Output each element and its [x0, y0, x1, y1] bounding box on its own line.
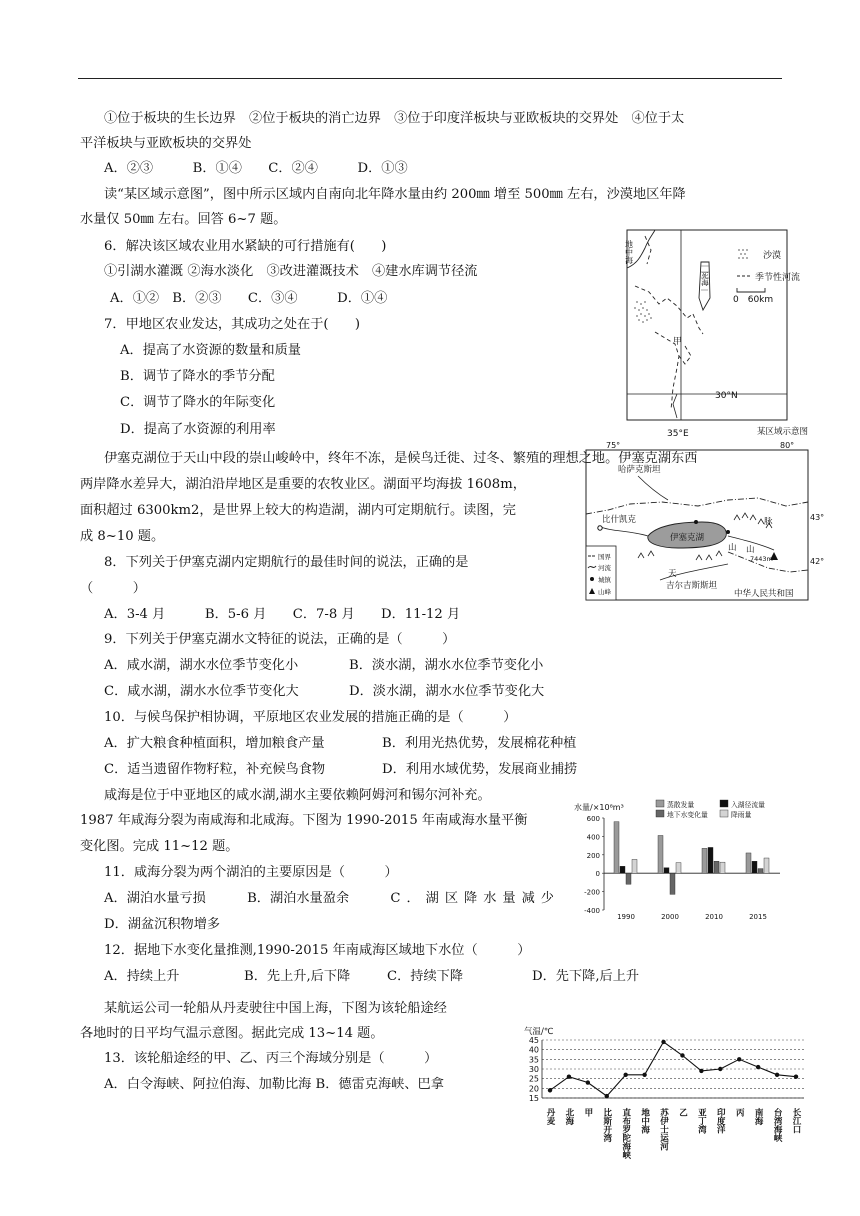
bar-chart-legend [656, 800, 765, 819]
q13-options: A．白令海峡、阿拉伯海、加勒比海 B．德雷克海峡、巴拿 [104, 1077, 444, 1092]
line-chart-ytick: 30 [528, 1065, 539, 1074]
intro-11-12-line1: 咸海是位于中亚地区的咸水湖,湖水主要依赖阿姆河和锡尔河补充。 [104, 788, 491, 803]
bar-chart-ytick: -200 [584, 888, 600, 897]
bar-0-2 [702, 848, 707, 873]
bar-2-1 [670, 873, 675, 894]
dead-sea-label: 死海 [701, 272, 709, 286]
city-icon [590, 577, 594, 581]
bar-3-0 [632, 859, 637, 873]
aral-water-balance-chart [570, 798, 790, 920]
map1-caption: 某区域示意图 [757, 427, 809, 437]
legend-border-label: 国界 [598, 553, 611, 561]
q9-option-d: D．淡水湖，湖水水位季节变化大 [349, 684, 545, 699]
lake-label: 伊塞克湖 [670, 533, 705, 543]
q9-option-c: C．咸水湖，湖水水位季节变化大 [104, 684, 299, 699]
line-chart-category-label: 北海 [563, 1108, 574, 1125]
q6-choices: A．①② B．②③ C．③④ D．①④ [110, 291, 388, 306]
intro-8-10-line3: 面积超过 6300km2，是世界上较大的构造湖，湖内可定期航行。读图，完 [80, 503, 516, 518]
q11-option-a: A．湖泊水量亏损 [104, 891, 206, 906]
bar-2-0 [626, 873, 631, 884]
line-chart-category-label: 南海 [753, 1108, 764, 1125]
q6-stem: 6．解决该区域农业用水紧缺的可行措施有( ) [104, 239, 387, 254]
line-chart-ytick: 40 [528, 1045, 539, 1055]
line-chart-ytick: 35 [528, 1055, 539, 1065]
temperature-point [680, 1053, 684, 1057]
q8-choices: A．3-4 月 B．5-6 月 C．7-8 月 D．11-12 月 [104, 607, 461, 622]
q7-option-a: A．提高了水资源的数量和质量 [120, 343, 301, 358]
header-rule [78, 78, 782, 79]
line-chart-ytick: 20 [528, 1084, 539, 1094]
scale-label: 0 60km [733, 295, 774, 305]
temperature-point [661, 1040, 665, 1044]
legend-label: 地下水变化量 [667, 811, 708, 819]
intro-11-12-line3: 变化图。完成 11~12 题。 [80, 839, 239, 854]
line-chart-category-label: 直布罗陀海峡 [620, 1108, 631, 1159]
legend-swatch [656, 800, 664, 807]
kyrgyz-label: 吉尔吉斯斯坦 [666, 581, 718, 591]
q9-option-a: A．咸水湖，湖水水位季节变化小 [104, 658, 299, 673]
bar-chart-ylabel: 水量/×10⁸m³ [574, 803, 624, 812]
bar-1-3 [752, 861, 757, 873]
china-label: 中华人民共和国 [734, 589, 794, 599]
line-chart-category-label: 丹麦 [545, 1108, 555, 1125]
bishkek-label: 比什凯克 [602, 515, 637, 525]
q11-option-b: B．湖泊水量盈余 [247, 891, 350, 906]
intro-8-10-line2: 两岸降水差异大，湖泊沿岸地区是重要的农牧业区。湖面平均海拔 1608m， [80, 477, 526, 492]
bar-1-2 [708, 847, 713, 873]
q7-option-b: B．调节了降水的季节分配 [120, 369, 275, 384]
desert-legend-icon [738, 249, 748, 259]
line-chart-category-label: 台湾海峡 [772, 1108, 783, 1142]
line-chart-category-label: 乙 [677, 1108, 688, 1117]
jia-label: 甲 [673, 337, 683, 347]
bar-1-0 [620, 866, 625, 873]
q11-stem: 11．咸海分裂为两个湖泊的主要原因是（ ） [104, 865, 398, 880]
intro-13-14-line1: 某航运公司一轮船从丹麦驶往中国上海，下图为该轮船途经 [104, 1001, 447, 1016]
q5-options-line2: 平洋板块与亚欧板块的交界处 [80, 136, 252, 151]
q11-options-row [104, 890, 560, 908]
legend-swatch [720, 800, 728, 807]
line-chart-category-label: 丙 [734, 1108, 745, 1117]
river-legend-label: 季节性河流 [755, 273, 801, 283]
temperature-point [567, 1075, 571, 1079]
q13-stem: 13．该轮船途经的甲、乙、丙三个海域分别是（ ） [104, 1051, 438, 1066]
bar-0-3 [746, 853, 751, 873]
bar-2-3 [758, 869, 763, 874]
q12-stem: 12．据地下水变化量推测,1990-2015 年南咸海区域地下水位（ ） [104, 943, 531, 958]
temperature-point [794, 1075, 798, 1079]
bar-chart-category-label: 2000 [661, 913, 679, 920]
temperature-point [586, 1080, 590, 1084]
q7-stem: 7．甲地区农业发达，其成功之处在于( ) [104, 317, 361, 332]
q10-stem: 10．与候鸟保护相协调，平原地区农业发展的措施正确的是（ ） [104, 710, 517, 725]
line-chart-ytick: 45 [528, 1036, 539, 1045]
intro-11-12-line2: 1987 年咸海分裂为南咸海和北咸海。下图为 1990-2015 年南咸海水量平衡 [80, 813, 528, 828]
q12-option-a: A．持续上升 [104, 969, 180, 984]
bar-3-3 [764, 858, 769, 873]
line-chart-category-label: 苏伊士运河 [658, 1108, 669, 1151]
bar-chart-ytick: 600 [586, 815, 600, 823]
q10-option-d: D．利用水域优势，发展商业捕捞 [382, 762, 578, 777]
temperature-point [605, 1094, 609, 1098]
line-chart-ytick: 15 [528, 1094, 539, 1103]
temperature-line-chart [514, 1022, 814, 1216]
line-chart-category-label: 地中海 [639, 1108, 650, 1134]
bar-chart-ytick: 200 [586, 851, 600, 860]
q10-option-b: B．利用光热优势，发展棉花种植 [382, 736, 577, 751]
intro-8-10-line1: 伊塞克湖位于天山中段的崇山峻岭中，终年不冻，是候鸟迁徙、过冬、繁殖的理想之地。伊塞克湖东西 [104, 451, 698, 466]
mountain-label-3: 山 [746, 545, 755, 555]
q7-option-c: C．调节了降水的年际变化 [120, 395, 276, 410]
line-chart-category-label: 比斯开湾 [601, 1108, 612, 1142]
q12-option-c: C．持续下降 [387, 969, 464, 984]
temperature-point [737, 1057, 741, 1061]
q12-option-b: B．先上升,后下降 [244, 969, 351, 984]
q5-choices: A．②③ B．①④ C．②④ D．①③ [104, 161, 408, 176]
line-chart-ylabel: 气温/℃ [524, 1027, 554, 1037]
q6-options: ①引湖水灌溉 ②海水淡化 ③改进灌溉技术 ④建水库调节径流 [104, 264, 478, 279]
q8-stem: 8．下列关于伊塞克湖内定期航行的最佳时间的说法，正确的是 [104, 555, 469, 570]
desert-legend-label: 沙漠 [763, 251, 782, 261]
mountain-label-1: 山 [728, 543, 737, 553]
temperature-point [548, 1088, 552, 1092]
legend-label: 入湖径流量 [731, 801, 765, 809]
mai-label: 脉 [764, 517, 773, 527]
q9-stem: 9．下列关于伊塞克湖水文特征的说法，正确的是（ ） [104, 632, 456, 647]
lon75-label: 75° [606, 441, 621, 450]
q5-options-line1: ①位于板块的生长边界 ②位于板块的消亡边界 ③位于印度洋板块与亚欧板块的交界处 ④位于太 [104, 111, 685, 126]
latitude-label: 30°N [715, 391, 738, 401]
temperature-point [718, 1067, 722, 1071]
bar-0-0 [614, 822, 619, 874]
bar-0-1 [658, 835, 663, 873]
temperature-point [756, 1065, 760, 1069]
legend-label: 降雨量 [731, 811, 752, 819]
lon80-label: 80° [780, 441, 795, 450]
q7-option-d: D．提高了水资源的利用率 [120, 422, 276, 437]
intro-6-7-line2: 水量仅 50㎜ 左右。回答 6~7 题。 [80, 212, 287, 227]
legend-river-label: 河流 [598, 564, 611, 572]
bar-chart-ytick: 0 [595, 870, 600, 879]
legend-city-label: 城镇 [598, 576, 611, 584]
q12-option-d: D．先下降,后上升 [532, 969, 640, 984]
bar-chart-ytick: -400 [584, 907, 600, 915]
line-chart-category-label: 长江口 [791, 1108, 801, 1134]
intro-13-14-line2: 各地时的日平均气温示意图。据此完成 13~14 题。 [80, 1026, 384, 1041]
regional-map [615, 228, 830, 443]
legend-swatch [656, 810, 664, 817]
longitude-label: 35°E [667, 429, 689, 439]
legend-swatch [720, 810, 728, 817]
peak-elevation-label: 7443m [750, 555, 773, 563]
bar-chart-category-label: 2015 [749, 913, 767, 920]
bar-3-2 [720, 862, 725, 873]
line-chart-category-label: 甲 [582, 1108, 593, 1117]
q10-option-c: C．适当遗留作物籽粒，补充候鸟食物 [104, 762, 326, 777]
q11-option-d: D．湖盆沉积物增多 [104, 917, 221, 932]
bar-chart-category-label: 2010 [705, 913, 723, 920]
legend-peak-label: 山峰 [598, 588, 611, 596]
lat42-label: 42° [810, 557, 825, 566]
lat43-label: 43° [810, 513, 825, 522]
bar-chart-category-label: 1990 [617, 913, 635, 920]
temperature-point [642, 1073, 646, 1077]
q9-option-b: B．淡水湖，湖水水位季节变化小 [349, 658, 544, 673]
bar-2-2 [714, 861, 719, 873]
legend-label: 蒸散发量 [667, 801, 695, 809]
kazakhstan-label: 哈萨克斯坦 [618, 465, 661, 475]
issyk-kul-map [578, 440, 828, 605]
temperature-point [775, 1073, 779, 1077]
bar-3-1 [676, 863, 681, 874]
line-chart-category-label: 亚丁湾 [696, 1108, 707, 1134]
bar-1-1 [664, 868, 669, 874]
mountain-label-2: 天 [668, 569, 677, 579]
line-chart-category-label: 印度洋 [715, 1108, 726, 1134]
temperature-point [699, 1069, 703, 1073]
q10-option-a: A．扩大粮食种植面积，增加粮食产量 [104, 736, 325, 751]
q8-paren: （ ） [80, 581, 146, 596]
bar-chart-ytick: 400 [586, 833, 600, 842]
scale-bar [737, 288, 765, 292]
q11-option-c: C．湖区降水量减少 [390, 891, 560, 906]
line-chart-ytick: 25 [528, 1074, 539, 1084]
intro-8-10-line4: 成 8~10 题。 [80, 529, 165, 544]
temperature-point [623, 1073, 627, 1077]
intro-6-7-line1: 读“某区域示意图”，图中所示区域内自南向北年降水量由约 200㎜ 增至 500㎜ 左右，沙漠地区年降 [104, 187, 686, 202]
sea-label: 地中海 [624, 240, 634, 264]
